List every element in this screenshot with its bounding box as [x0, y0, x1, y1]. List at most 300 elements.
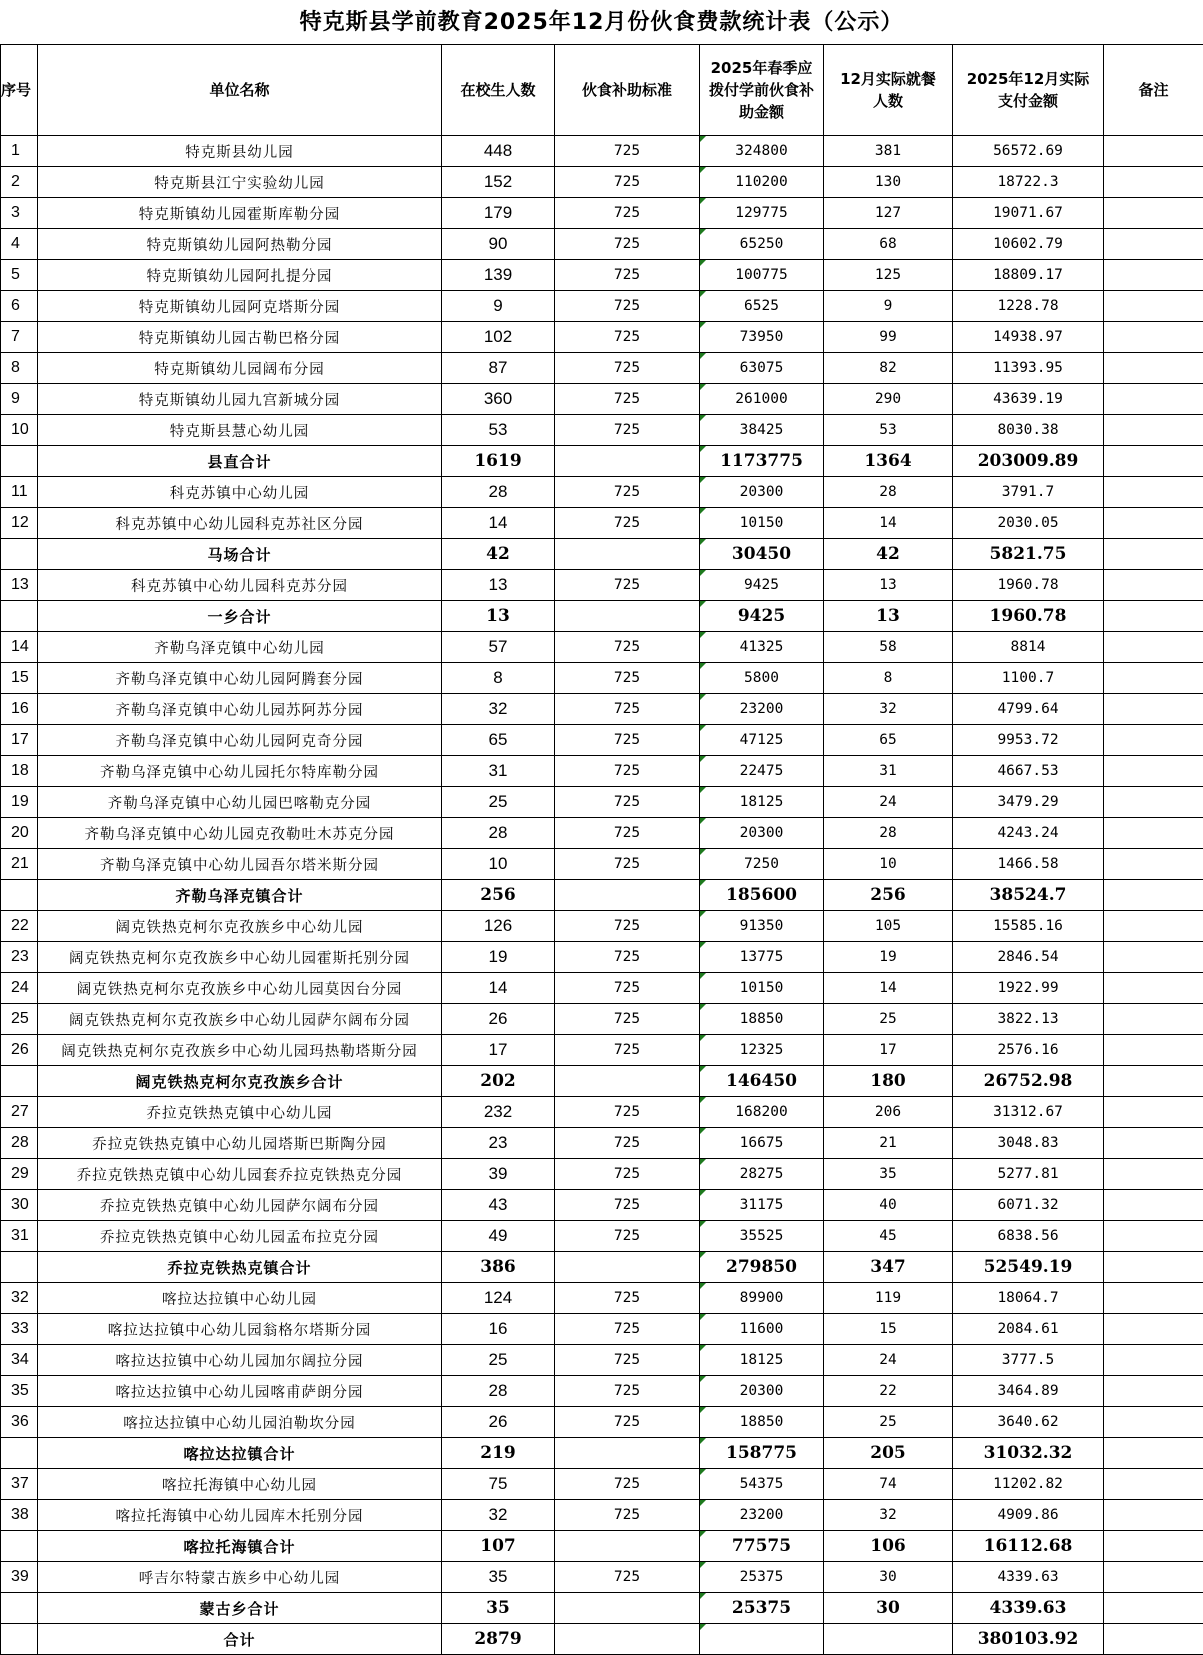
cell-remarks [1104, 539, 1203, 570]
page-title: 特克斯县学前教育2025年12月份伙食费款统计表（公示） [0, 0, 1203, 44]
cell-seq: 31 [1, 1221, 38, 1252]
cell-remarks [1104, 322, 1203, 353]
cell-seq [1, 880, 38, 911]
cell-diners: 206 [824, 1097, 953, 1128]
cell-remarks [1104, 1469, 1203, 1500]
cell-diners: 8 [824, 663, 953, 694]
cell-unit-name: 齐勒乌泽克镇中心幼儿园克孜勒吐木苏克分园 [38, 818, 442, 849]
cell-paid: 9953.72 [953, 725, 1104, 756]
cell-diners: 74 [824, 1469, 953, 1500]
cell-remarks [1104, 353, 1203, 384]
cell-allocated: 18850 [700, 1004, 824, 1035]
cell-remarks [1104, 973, 1203, 1004]
cell-remarks [1104, 849, 1203, 880]
cell-remarks [1104, 1314, 1203, 1345]
cell-standard: 725 [555, 849, 700, 880]
cell-remarks [1104, 756, 1203, 787]
cell-paid: 56572.69 [953, 136, 1104, 167]
cell-allocated: 20300 [700, 1376, 824, 1407]
cell-seq: 11 [1, 477, 38, 508]
cell-standard: 725 [555, 384, 700, 415]
cell-unit-name: 乔拉克铁热克镇中心幼儿园套乔拉克铁热克分园 [38, 1159, 442, 1190]
cell-unit-name: 乔拉克铁热克镇合计 [38, 1252, 442, 1283]
table-row [1, 911, 1203, 942]
cell-paid: 43639.19 [953, 384, 1104, 415]
cell-enrolled: 360 [442, 384, 555, 415]
cell-paid: 6071.32 [953, 1190, 1104, 1221]
cell-diners: 125 [824, 260, 953, 291]
cell-unit-name: 喀拉达拉镇中心幼儿园翁格尔塔斯分园 [38, 1314, 442, 1345]
cell-diners: 45 [824, 1221, 953, 1252]
cell-allocated: 63075 [700, 353, 824, 384]
cell-diners: 13 [824, 570, 953, 601]
cell-unit-name: 特克斯镇幼儿园阔布分园 [38, 353, 442, 384]
table-row [1, 1097, 1203, 1128]
cell-standard: 725 [555, 1345, 700, 1376]
cell-seq: 38 [1, 1500, 38, 1531]
table-row [1, 1345, 1203, 1376]
meal-fee-table [0, 44, 1203, 1655]
cell-unit-name: 科克苏镇中心幼儿园科克苏社区分园 [38, 508, 442, 539]
cell-paid: 8814 [953, 632, 1104, 663]
cell-enrolled: 179 [442, 198, 555, 229]
cell-diners: 30 [824, 1593, 953, 1624]
table-row [1, 508, 1203, 539]
cell-diners: 53 [824, 415, 953, 446]
cell-remarks [1104, 942, 1203, 973]
table-row [1, 198, 1203, 229]
cell-standard: 725 [555, 1190, 700, 1221]
cell-allocated: 30450 [700, 539, 824, 570]
table-row [1, 1376, 1203, 1407]
cell-unit-name: 齐勒乌泽克镇中心幼儿园托尔特库勒分园 [38, 756, 442, 787]
cell-unit-name: 科克苏镇中心幼儿园科克苏分园 [38, 570, 442, 601]
cell-remarks [1104, 260, 1203, 291]
cell-allocated: 110200 [700, 167, 824, 198]
header-remarks: 备注 [1104, 45, 1203, 136]
cell-diners: 13 [824, 601, 953, 632]
cell-enrolled: 31 [442, 756, 555, 787]
cell-enrolled: 26 [442, 1407, 555, 1438]
cell-seq: 33 [1, 1314, 38, 1345]
cell-standard: 725 [555, 942, 700, 973]
cell-paid: 31032.32 [953, 1438, 1104, 1469]
cell-paid: 11393.95 [953, 353, 1104, 384]
cell-enrolled: 102 [442, 322, 555, 353]
cell-paid: 3640.62 [953, 1407, 1104, 1438]
cell-enrolled: 32 [442, 1500, 555, 1531]
cell-remarks [1104, 136, 1203, 167]
table-row [1, 632, 1203, 663]
table-row [1, 291, 1203, 322]
cell-enrolled: 152 [442, 167, 555, 198]
cell-remarks [1104, 1531, 1203, 1562]
cell-allocated: 25375 [700, 1562, 824, 1593]
cell-standard: 725 [555, 1035, 700, 1066]
table-row [1, 136, 1203, 167]
cell-seq: 37 [1, 1469, 38, 1500]
cell-enrolled: 43 [442, 1190, 555, 1221]
cell-paid: 18809.17 [953, 260, 1104, 291]
cell-unit-name: 科克苏镇中心幼儿园 [38, 477, 442, 508]
cell-remarks [1104, 477, 1203, 508]
cell-remarks [1104, 384, 1203, 415]
table-row [1, 1004, 1203, 1035]
cell-diners: 65 [824, 725, 953, 756]
cell-paid: 18722.3 [953, 167, 1104, 198]
subtotal-row [1, 1066, 1203, 1097]
cell-seq: 17 [1, 725, 38, 756]
cell-enrolled: 26 [442, 1004, 555, 1035]
cell-diners: 1364 [824, 446, 953, 477]
cell-unit-name: 阔克铁热克柯尔克孜族乡中心幼儿园莫因台分园 [38, 973, 442, 1004]
cell-remarks [1104, 1097, 1203, 1128]
cell-unit-name: 喀拉托海镇合计 [38, 1531, 442, 1562]
cell-allocated [700, 1624, 824, 1655]
table-row [1, 384, 1203, 415]
cell-enrolled: 9 [442, 291, 555, 322]
cell-enrolled: 19 [442, 942, 555, 973]
cell-paid: 3777.5 [953, 1345, 1104, 1376]
cell-paid: 15585.16 [953, 911, 1104, 942]
cell-diners: 32 [824, 1500, 953, 1531]
cell-standard: 725 [555, 291, 700, 322]
cell-remarks [1104, 570, 1203, 601]
cell-standard: 725 [555, 1004, 700, 1035]
cell-paid: 19071.67 [953, 198, 1104, 229]
cell-unit-name: 合计 [38, 1624, 442, 1655]
cell-diners: 10 [824, 849, 953, 880]
table-row [1, 849, 1203, 880]
cell-allocated: 31175 [700, 1190, 824, 1221]
cell-allocated: 38425 [700, 415, 824, 446]
cell-diners: 58 [824, 632, 953, 663]
cell-paid: 11202.82 [953, 1469, 1104, 1500]
cell-diners: 14 [824, 508, 953, 539]
subtotal-row [1, 446, 1203, 477]
cell-standard: 725 [555, 1097, 700, 1128]
cell-remarks [1104, 787, 1203, 818]
cell-paid: 2846.54 [953, 942, 1104, 973]
cell-enrolled: 386 [442, 1252, 555, 1283]
cell-seq: 5 [1, 260, 38, 291]
cell-paid: 1466.58 [953, 849, 1104, 880]
cell-seq [1, 539, 38, 570]
cell-unit-name: 特克斯镇幼儿园九宫新城分园 [38, 384, 442, 415]
cell-seq: 29 [1, 1159, 38, 1190]
cell-standard: 725 [555, 229, 700, 260]
grand-total-row [1, 1624, 1203, 1655]
cell-remarks [1104, 725, 1203, 756]
table-row [1, 1190, 1203, 1221]
table-row [1, 570, 1203, 601]
cell-enrolled: 256 [442, 880, 555, 911]
cell-enrolled: 28 [442, 818, 555, 849]
cell-unit-name: 喀拉达拉镇合计 [38, 1438, 442, 1469]
cell-allocated: 11600 [700, 1314, 824, 1345]
table-row [1, 1283, 1203, 1314]
cell-seq: 36 [1, 1407, 38, 1438]
cell-enrolled: 49 [442, 1221, 555, 1252]
cell-unit-name: 特克斯镇幼儿园阿热勒分园 [38, 229, 442, 260]
cell-paid: 26752.98 [953, 1066, 1104, 1097]
cell-unit-name: 齐勒乌泽克镇中心幼儿园巴喀勒克分园 [38, 787, 442, 818]
cell-allocated: 100775 [700, 260, 824, 291]
table-body [1, 136, 1203, 1655]
cell-allocated: 13775 [700, 942, 824, 973]
cell-paid: 380103.92 [953, 1624, 1104, 1655]
cell-allocated: 168200 [700, 1097, 824, 1128]
cell-remarks [1104, 1035, 1203, 1066]
cell-unit-name: 特克斯镇幼儿园阿扎提分园 [38, 260, 442, 291]
cell-allocated: 12325 [700, 1035, 824, 1066]
cell-unit-name: 马场合计 [38, 539, 442, 570]
cell-standard: 725 [555, 632, 700, 663]
cell-allocated: 20300 [700, 818, 824, 849]
cell-unit-name: 特克斯镇幼儿园阿克塔斯分园 [38, 291, 442, 322]
cell-allocated: 77575 [700, 1531, 824, 1562]
table-row [1, 167, 1203, 198]
cell-seq: 23 [1, 942, 38, 973]
header-name: 单位名称 [38, 45, 442, 136]
cell-paid: 31312.67 [953, 1097, 1104, 1128]
cell-seq: 10 [1, 415, 38, 446]
cell-seq: 6 [1, 291, 38, 322]
cell-seq: 27 [1, 1097, 38, 1128]
cell-enrolled: 139 [442, 260, 555, 291]
cell-enrolled: 25 [442, 1345, 555, 1376]
cell-paid: 3048.83 [953, 1128, 1104, 1159]
cell-standard: 725 [555, 663, 700, 694]
cell-seq: 4 [1, 229, 38, 260]
subtotal-row [1, 1593, 1203, 1624]
cell-diners: 17 [824, 1035, 953, 1066]
cell-seq: 1 [1, 136, 38, 167]
cell-enrolled: 53 [442, 415, 555, 446]
cell-diners: 28 [824, 477, 953, 508]
cell-seq: 25 [1, 1004, 38, 1035]
cell-enrolled: 107 [442, 1531, 555, 1562]
cell-unit-name: 齐勒乌泽克镇中心幼儿园阿克奇分园 [38, 725, 442, 756]
cell-standard: 725 [555, 818, 700, 849]
cell-paid: 5277.81 [953, 1159, 1104, 1190]
header-paid: 2025年12月实际支付金额 [953, 45, 1104, 136]
cell-paid: 1100.7 [953, 663, 1104, 694]
cell-paid: 1922.99 [953, 973, 1104, 1004]
cell-standard: 725 [555, 415, 700, 446]
cell-enrolled: 14 [442, 973, 555, 1004]
cell-remarks [1104, 291, 1203, 322]
cell-remarks [1104, 1252, 1203, 1283]
cell-paid: 2030.05 [953, 508, 1104, 539]
cell-enrolled: 124 [442, 1283, 555, 1314]
table-row [1, 260, 1203, 291]
cell-remarks [1104, 1283, 1203, 1314]
header-diners: 12月实际就餐人数 [824, 45, 953, 136]
cell-paid: 1960.78 [953, 570, 1104, 601]
cell-seq: 22 [1, 911, 38, 942]
cell-allocated: 47125 [700, 725, 824, 756]
cell-enrolled: 13 [442, 570, 555, 601]
cell-remarks [1104, 911, 1203, 942]
cell-diners: 105 [824, 911, 953, 942]
table-row [1, 1159, 1203, 1190]
cell-diners: 40 [824, 1190, 953, 1221]
cell-allocated: 146450 [700, 1066, 824, 1097]
cell-standard [555, 880, 700, 911]
cell-remarks [1104, 1159, 1203, 1190]
cell-paid: 2576.16 [953, 1035, 1104, 1066]
cell-paid: 3822.13 [953, 1004, 1104, 1035]
cell-seq [1, 1531, 38, 1562]
cell-seq [1, 1438, 38, 1469]
table-row [1, 756, 1203, 787]
cell-unit-name: 阔克铁热克柯尔克孜族乡中心幼儿园霍斯托别分园 [38, 942, 442, 973]
cell-seq [1, 446, 38, 477]
cell-enrolled: 8 [442, 663, 555, 694]
cell-diners: 82 [824, 353, 953, 384]
table-row [1, 818, 1203, 849]
cell-diners: 31 [824, 756, 953, 787]
cell-unit-name: 齐勒乌泽克镇中心幼儿园 [38, 632, 442, 663]
cell-allocated: 41325 [700, 632, 824, 663]
cell-diners: 28 [824, 818, 953, 849]
cell-remarks [1104, 632, 1203, 663]
cell-diners: 22 [824, 1376, 953, 1407]
cell-seq: 35 [1, 1376, 38, 1407]
cell-seq: 39 [1, 1562, 38, 1593]
cell-diners: 19 [824, 942, 953, 973]
cell-allocated: 25375 [700, 1593, 824, 1624]
cell-unit-name: 特克斯镇幼儿园霍斯库勒分园 [38, 198, 442, 229]
header-allocated: 2025年春季应拨付学前伙食补助金额 [700, 45, 824, 136]
cell-standard: 725 [555, 136, 700, 167]
cell-allocated: 261000 [700, 384, 824, 415]
cell-unit-name: 乔拉克铁热克镇中心幼儿园 [38, 1097, 442, 1128]
cell-enrolled: 39 [442, 1159, 555, 1190]
cell-unit-name: 喀拉托海镇中心幼儿园库木托别分园 [38, 1500, 442, 1531]
subtotal-row [1, 1252, 1203, 1283]
subtotal-row [1, 1438, 1203, 1469]
cell-unit-name: 阔克铁热克柯尔克孜族乡中心幼儿园萨尔阔布分园 [38, 1004, 442, 1035]
cell-unit-name: 喀拉托海镇中心幼儿园 [38, 1469, 442, 1500]
cell-unit-name: 阔克铁热克柯尔克孜族乡合计 [38, 1066, 442, 1097]
header-seq: 序号 [1, 45, 38, 136]
cell-enrolled: 1619 [442, 446, 555, 477]
table-row [1, 787, 1203, 818]
cell-diners: 256 [824, 880, 953, 911]
cell-allocated: 35525 [700, 1221, 824, 1252]
cell-allocated: 23200 [700, 694, 824, 725]
cell-seq: 28 [1, 1128, 38, 1159]
cell-unit-name: 县直合计 [38, 446, 442, 477]
cell-allocated: 1173775 [700, 446, 824, 477]
subtotal-row [1, 880, 1203, 911]
cell-enrolled: 232 [442, 1097, 555, 1128]
cell-enrolled: 42 [442, 539, 555, 570]
cell-enrolled: 57 [442, 632, 555, 663]
cell-remarks [1104, 1438, 1203, 1469]
cell-unit-name: 特克斯镇幼儿园古勒巴格分园 [38, 322, 442, 353]
cell-standard [555, 1252, 700, 1283]
cell-unit-name: 特克斯县幼儿园 [38, 136, 442, 167]
cell-paid: 6838.56 [953, 1221, 1104, 1252]
cell-remarks [1104, 880, 1203, 911]
cell-paid: 52549.19 [953, 1252, 1104, 1283]
cell-diners: 347 [824, 1252, 953, 1283]
table-row [1, 477, 1203, 508]
cell-enrolled: 35 [442, 1593, 555, 1624]
cell-diners: 21 [824, 1128, 953, 1159]
cell-seq: 24 [1, 973, 38, 1004]
cell-enrolled: 10 [442, 849, 555, 880]
cell-remarks [1104, 1562, 1203, 1593]
cell-standard: 725 [555, 1314, 700, 1345]
cell-enrolled: 448 [442, 136, 555, 167]
cell-seq [1, 1593, 38, 1624]
cell-paid: 4339.63 [953, 1562, 1104, 1593]
cell-remarks [1104, 446, 1203, 477]
cell-seq: 12 [1, 508, 38, 539]
cell-unit-name: 特克斯县江宁实验幼儿园 [38, 167, 442, 198]
cell-diners: 25 [824, 1407, 953, 1438]
cell-unit-name: 喀拉达拉镇中心幼儿园加尔阔拉分园 [38, 1345, 442, 1376]
cell-standard: 725 [555, 694, 700, 725]
cell-allocated: 10150 [700, 973, 824, 1004]
cell-remarks [1104, 508, 1203, 539]
table-row [1, 1469, 1203, 1500]
cell-paid: 4667.53 [953, 756, 1104, 787]
cell-paid: 4909.86 [953, 1500, 1104, 1531]
cell-standard [555, 601, 700, 632]
cell-unit-name: 呼吉尔特蒙古族乡中心幼儿园 [38, 1562, 442, 1593]
cell-diners: 35 [824, 1159, 953, 1190]
cell-paid: 4799.64 [953, 694, 1104, 725]
cell-diners: 127 [824, 198, 953, 229]
cell-diners: 15 [824, 1314, 953, 1345]
cell-remarks [1104, 415, 1203, 446]
cell-allocated: 54375 [700, 1469, 824, 1500]
cell-unit-name: 齐勒乌泽克镇中心幼儿园吾尔塔米斯分园 [38, 849, 442, 880]
cell-diners: 14 [824, 973, 953, 1004]
cell-seq: 9 [1, 384, 38, 415]
cell-paid: 14938.97 [953, 322, 1104, 353]
cell-unit-name: 阔克铁热克柯尔克孜族乡中心幼儿园 [38, 911, 442, 942]
cell-enrolled: 32 [442, 694, 555, 725]
cell-enrolled: 126 [442, 911, 555, 942]
cell-standard: 725 [555, 1407, 700, 1438]
cell-enrolled: 219 [442, 1438, 555, 1469]
cell-enrolled: 2879 [442, 1624, 555, 1655]
cell-standard: 725 [555, 756, 700, 787]
cell-enrolled: 14 [442, 508, 555, 539]
cell-seq: 20 [1, 818, 38, 849]
cell-allocated: 65250 [700, 229, 824, 260]
cell-enrolled: 202 [442, 1066, 555, 1097]
cell-unit-name: 阔克铁热克柯尔克孜族乡中心幼儿园玛热勒塔斯分园 [38, 1035, 442, 1066]
cell-unit-name: 乔拉克铁热克镇中心幼儿园塔斯巴斯陶分园 [38, 1128, 442, 1159]
cell-standard: 725 [555, 973, 700, 1004]
cell-standard [555, 1066, 700, 1097]
cell-diners: 24 [824, 787, 953, 818]
cell-diners: 9 [824, 291, 953, 322]
cell-seq [1, 1066, 38, 1097]
cell-allocated: 10150 [700, 508, 824, 539]
cell-diners: 381 [824, 136, 953, 167]
cell-remarks [1104, 1593, 1203, 1624]
cell-standard [555, 539, 700, 570]
cell-seq: 26 [1, 1035, 38, 1066]
